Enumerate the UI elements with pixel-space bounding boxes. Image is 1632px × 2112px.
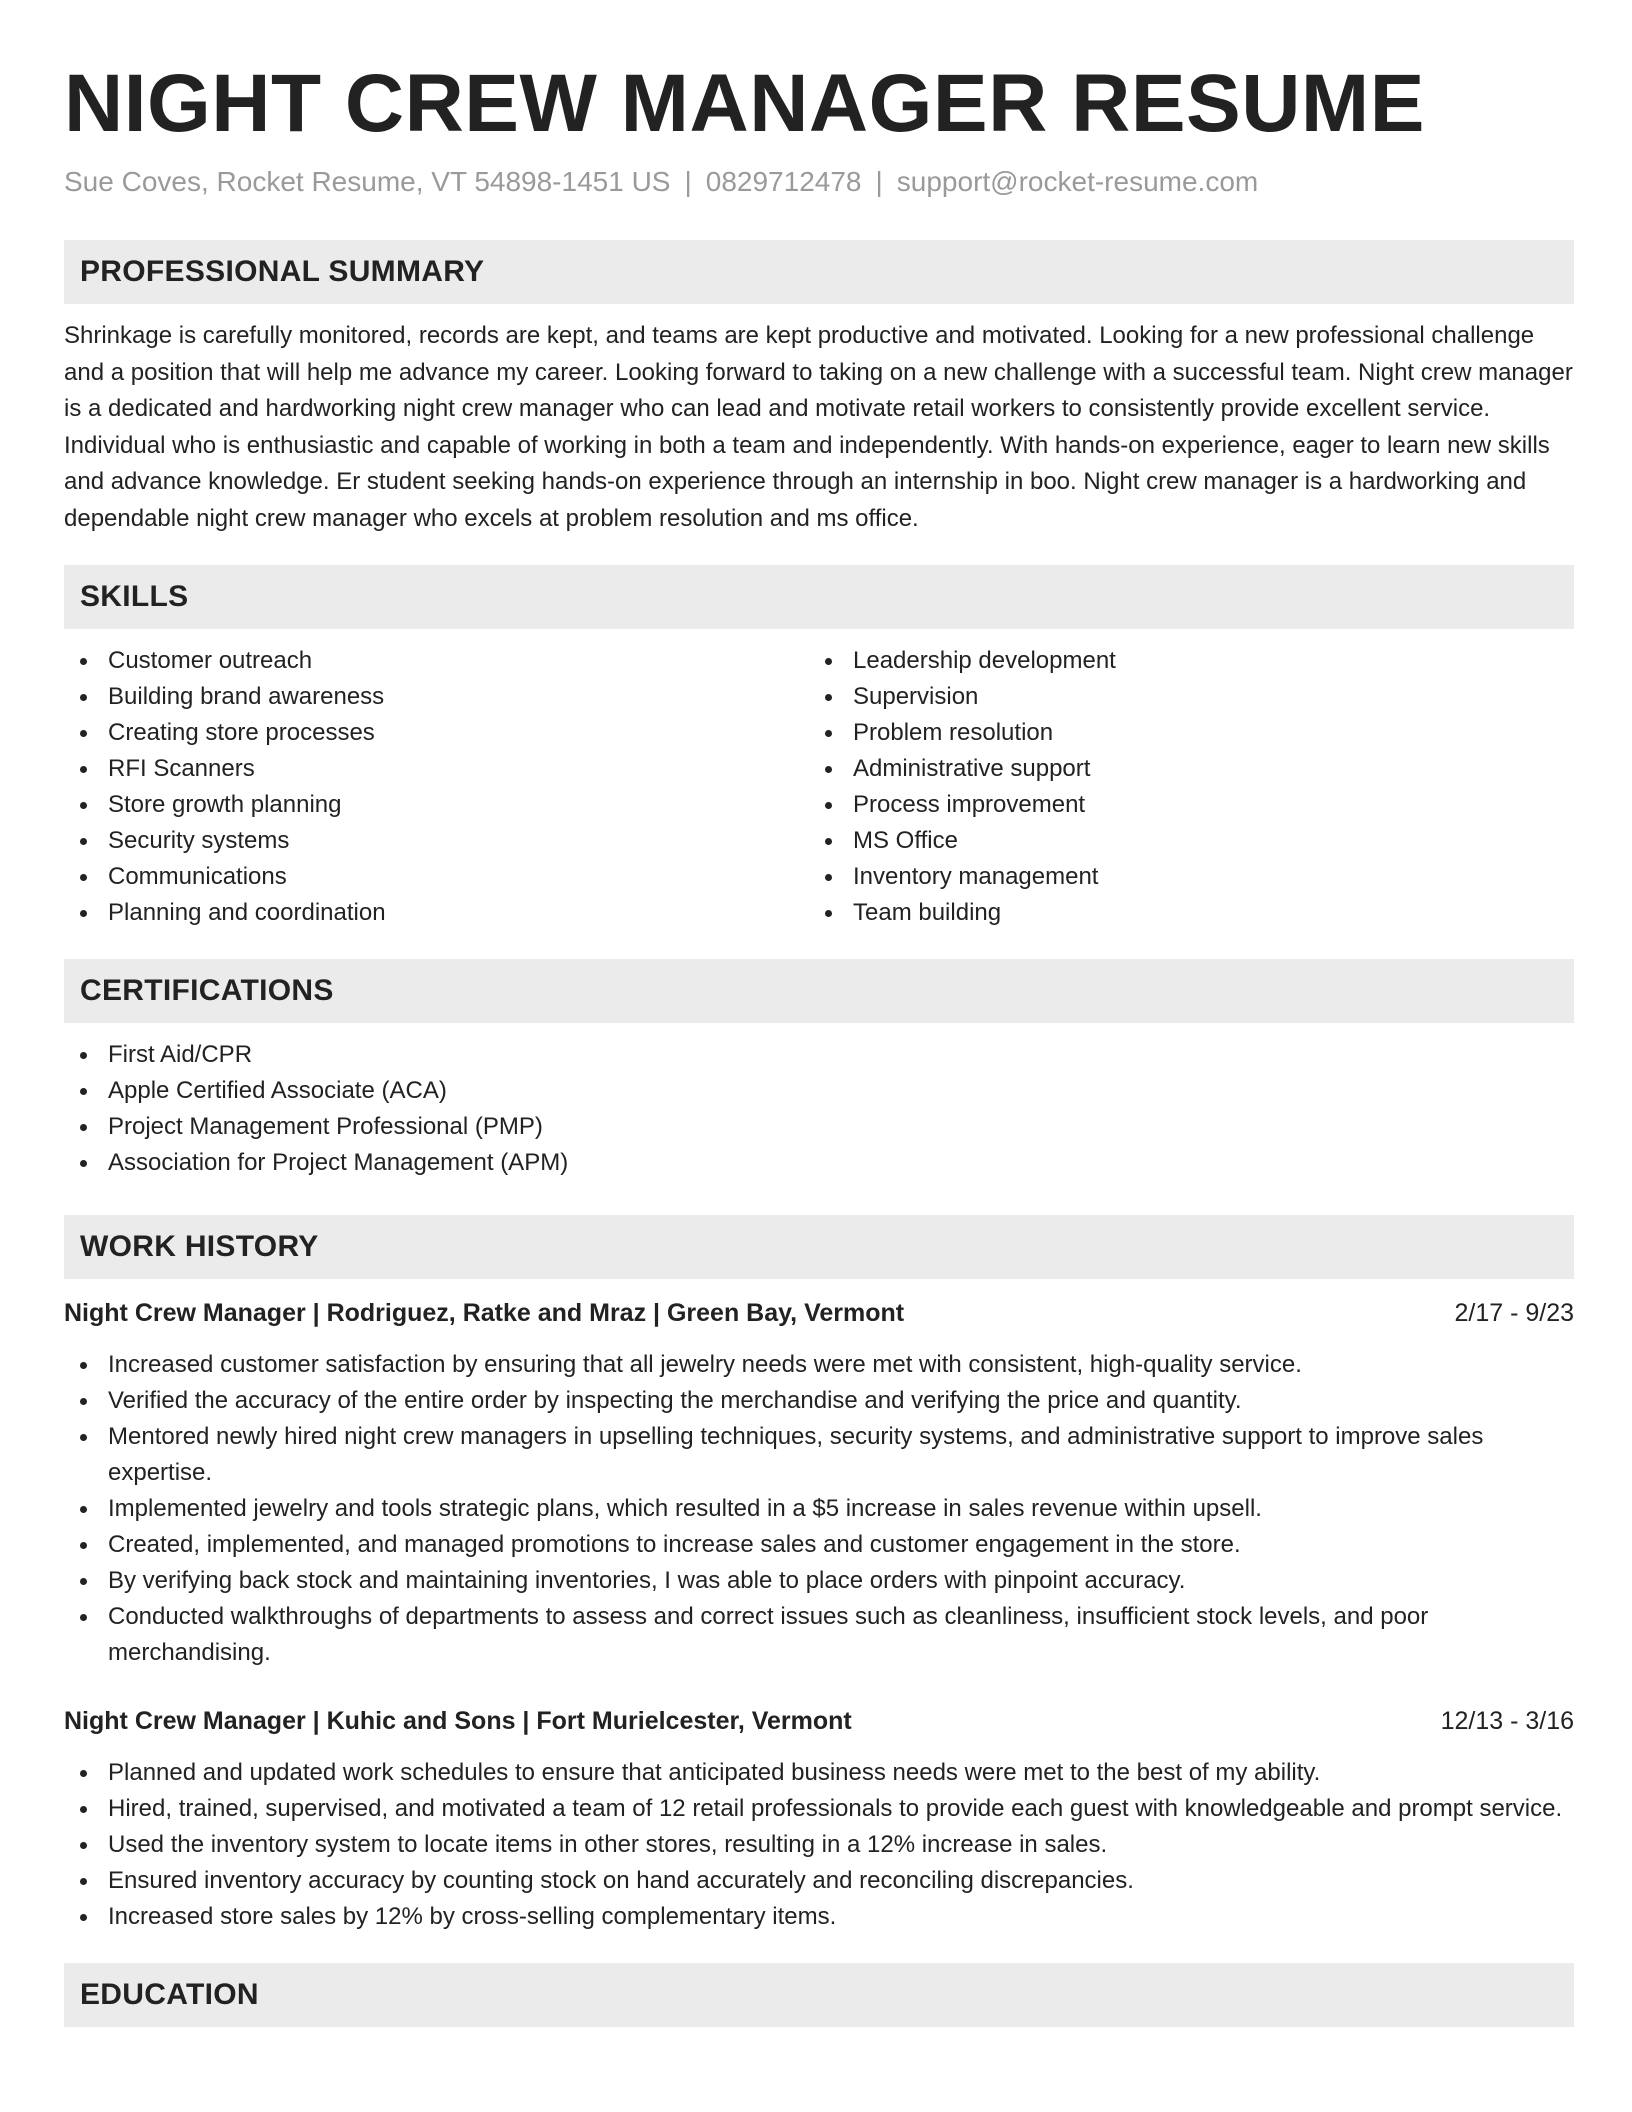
certification-item: First Aid/CPR <box>64 1037 1574 1073</box>
skills-left-column <box>64 643 809 931</box>
job-duty: By verifying back stock and maintaining inventories, I was able to place orders with pinpoint accuracy. <box>64 1563 1574 1599</box>
skill-item: Supervision <box>809 679 1554 715</box>
job-duties <box>64 1755 1574 1935</box>
contact-phone: 0829712478 <box>705 166 862 197</box>
skill-item: Administrative support <box>809 751 1554 787</box>
job-duty: Created, implemented, and managed promotions to increase sales and customer engagement in the store. <box>64 1527 1574 1563</box>
section-header-certifications: CERTIFICATIONS <box>64 959 1574 1023</box>
certifications-list <box>64 1037 1574 1181</box>
job-dates: 2/17 - 9/23 <box>1454 1299 1574 1327</box>
skill-item: Planning and coordination <box>64 895 809 931</box>
skill-item: Creating store processes <box>64 715 809 751</box>
job-duty: Planned and updated work schedules to ensure that anticipated business needs were met to the best of my ability. <box>64 1755 1574 1791</box>
section-header-summary: PROFESSIONAL SUMMARY <box>64 240 1574 304</box>
section-header-education: EDUCATION <box>64 1963 1574 2027</box>
job-header <box>64 1703 1574 1739</box>
job-duty: Increased customer satisfaction by ensuring that all jewelry needs were met with consistent, high-quality service. <box>64 1347 1574 1383</box>
skill-item: Leadership development <box>809 643 1554 679</box>
job-dates: 12/13 - 3/16 <box>1440 1707 1574 1735</box>
job-duty: Verified the accuracy of the entire order by inspecting the merchandise and verifying the price and quantity. <box>64 1383 1574 1419</box>
skill-item: Store growth planning <box>64 787 809 823</box>
job-entry <box>64 1703 1574 1935</box>
job-header <box>64 1295 1574 1331</box>
skill-item: Security systems <box>64 823 809 859</box>
skill-item: Customer outreach <box>64 643 809 679</box>
skill-item: Team building <box>809 895 1554 931</box>
job-title: Night Crew Manager | Kuhic and Sons | Fort Murielcester, Vermont <box>64 1707 852 1735</box>
certification-item: Association for Project Management (APM) <box>64 1145 1574 1181</box>
contact-address: Sue Coves, Rocket Resume, VT 54898-1451 US <box>64 166 671 197</box>
job-duty: Used the inventory system to locate items in other stores, resulting in a 12% increase in sales. <box>64 1827 1574 1863</box>
certification-item: Apple Certified Associate (ACA) <box>64 1073 1574 1109</box>
contact-email: support@rocket-resume.com <box>896 166 1259 197</box>
job-duty: Mentored newly hired night crew managers in upselling techniques, security systems, and administrative support to improve sales expertise. <box>64 1419 1574 1491</box>
job-duty: Hired, trained, supervised, and motivated a team of 12 retail professionals to provide each guest with knowledgeable and prompt service. <box>64 1791 1574 1827</box>
certification-item: Project Management Professional (PMP) <box>64 1109 1574 1145</box>
section-header-skills: SKILLS <box>64 565 1574 629</box>
job-duty: Conducted walkthroughs of departments to assess and correct issues such as cleanliness, insufficient stock levels, and poor merchandising. <box>64 1599 1574 1671</box>
job-entry <box>64 1295 1574 1671</box>
skill-item: Process improvement <box>809 787 1554 823</box>
skills-grid <box>64 643 1574 931</box>
job-duty: Implemented jewelry and tools strategic plans, which resulted in a $5 increase in sales revenue within upsell. <box>64 1491 1574 1527</box>
job-duties <box>64 1347 1574 1671</box>
skill-item: RFI Scanners <box>64 751 809 787</box>
skills-right-column <box>809 643 1554 931</box>
resume-page <box>64 56 1574 2027</box>
job-duty: Ensured inventory accuracy by counting stock on hand accurately and reconciling discrepancies. <box>64 1863 1574 1899</box>
resume-title: NIGHT CREW MANAGER RESUME <box>64 58 1425 149</box>
skill-item: MS Office <box>809 823 1554 859</box>
section-header-work-history: WORK HISTORY <box>64 1215 1574 1279</box>
contact-separator: | <box>875 166 883 197</box>
job-title: Night Crew Manager | Rodriguez, Ratke and Mraz | Green Bay, Vermont <box>64 1299 905 1327</box>
contact-line <box>64 164 1574 200</box>
skill-item: Inventory management <box>809 859 1554 895</box>
skill-item: Building brand awareness <box>64 679 809 715</box>
summary-text: Shrinkage is carefully monitored, records are kept, and teams are kept productive and motivated. Looking for a new professional challenge and a position that will help me advance my career. Looking forward to taking on a new challenge with a successful team. Night crew manager is a dedicated and hardworking night crew manager who can lead and motivate retail workers to consistently provide excellent service. Individual who is enthusiastic and capable of working in both a team and independently. With hands-on experience, eager to learn new skills and advance knowledge. Er student seeking hands-on experience through an internship in boo. Night crew manager is a hardworking and dependable night crew manager who excels at problem resolution and ms office. <box>64 322 1573 532</box>
contact-separator: | <box>684 166 692 197</box>
job-duty: Increased store sales by 12% by cross-selling complementary items. <box>64 1899 1574 1935</box>
skill-item: Problem resolution <box>809 715 1554 751</box>
skill-item: Communications <box>64 859 809 895</box>
